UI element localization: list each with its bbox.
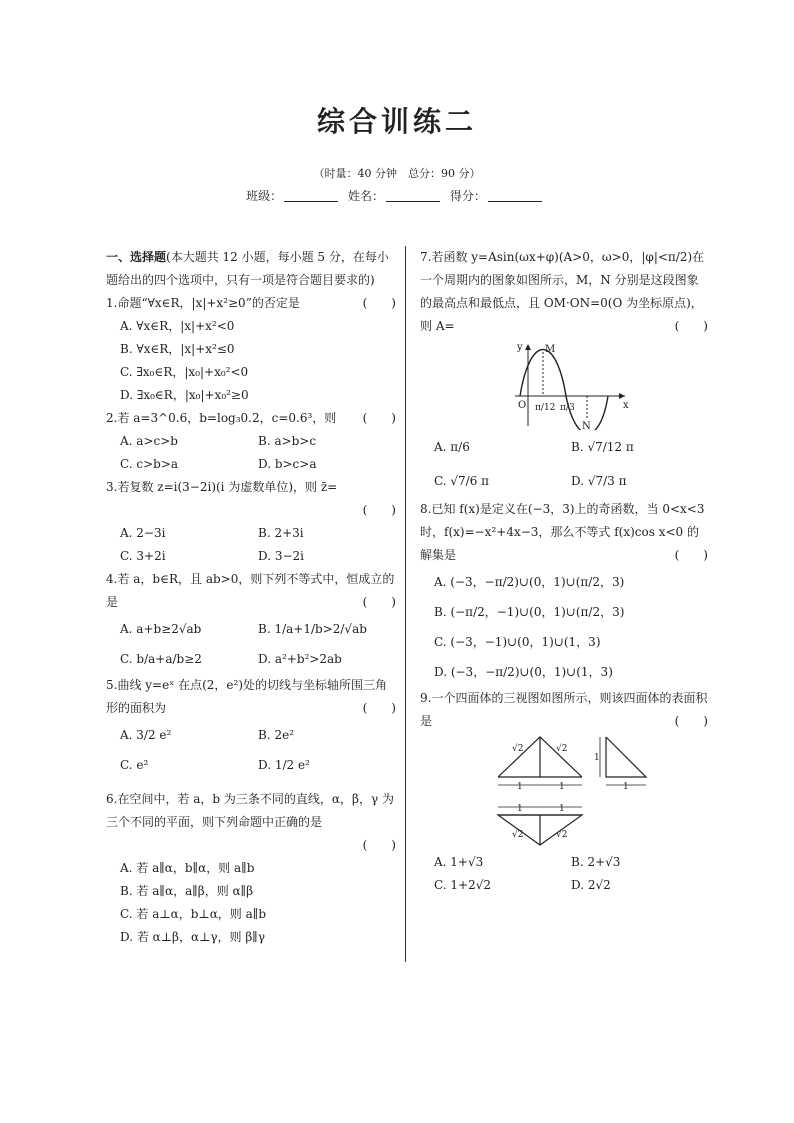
option[interactable]: C. √7/6 π xyxy=(434,474,490,488)
tick-pi-12: π/12 xyxy=(535,403,556,413)
dim-label: 1 xyxy=(594,753,600,763)
option[interactable]: B. √7/12 π xyxy=(571,440,634,454)
name-label: 姓名： xyxy=(347,189,384,203)
option[interactable]: C. 1+2√2 xyxy=(434,878,491,892)
point-n-label: N xyxy=(582,421,591,430)
question-3: 3.若复数 z=i(3−2i)(i 为虚数单位)，则 z̄= ( ) A. 2−3i B. 2+3i C. 3+2i D. 3−2i xyxy=(106,476,396,568)
right-column xyxy=(420,246,708,897)
score-label: 得分： xyxy=(449,189,486,203)
question-7: 7.若函数 y=Asin(ωx+φ)(A>0，ω>0，|φ|<π/2)在一个周期内的图象如图所示，M，N 分别是这段图象的最高点和最低点，且 OM·ON=0(O 为坐标原点)，则 A= ( ) y O x M N π/12 π/3 A. π/6 B. √7/12 π C. √7/6 π D. √7/3 π xyxy=(420,246,708,498)
option[interactable]: B. 若 a∥α，a∥β，则 α∥β xyxy=(120,884,254,898)
student-info xyxy=(0,187,794,204)
option[interactable]: D. 1/2 e² xyxy=(258,758,310,772)
question-2: 2.若 a=3^0.6，b=log₃0.2，c=0.6³，则 ( ) A. a>c>b B. a>b>c C. c>b>a D. b>c>a xyxy=(106,407,396,476)
column-divider xyxy=(405,246,406,962)
time-score-meta: （时量：40 分钟 总分：90 分） xyxy=(313,167,481,180)
axis-y-label: y xyxy=(517,342,523,353)
option[interactable]: C. 3+2i xyxy=(120,549,166,563)
tick-pi-3: π/3 xyxy=(560,403,575,413)
class-label: 班级： xyxy=(246,189,283,203)
option[interactable]: D. 2√2 xyxy=(571,878,611,892)
option[interactable]: D. 3−2i xyxy=(258,549,304,563)
option[interactable]: C. b/a+a/b≥2 xyxy=(120,652,202,666)
class-blank[interactable] xyxy=(284,189,338,202)
dim-label: √2 xyxy=(556,830,568,840)
question-5: 5.曲线 y=eˣ 在点(2，e²)处的切线与坐标轴所围三角形的面积为 ( ) A. 3/2 e² B. 2e² C. e² D. 1/2 e² xyxy=(106,674,396,780)
page-title: 综合训练二 xyxy=(316,105,477,138)
dim-label: 1 xyxy=(517,782,523,792)
option[interactable]: A. a>c>b xyxy=(120,434,178,448)
option[interactable]: D. a²+b²>2ab xyxy=(258,652,342,666)
question-6: 6.在空间中，若 a，b 为三条不同的直线，α，β，γ 为三个不同的平面，则下列命题中正确的是 ( ) A. 若 a∥α，b∥α，则 a∥b B. 若 a∥α，a∥β，则 α∥β C. 若 a⊥α，b⊥α，则 a∥b D. 若 α⊥β，α⊥γ，则 β∥γ xyxy=(106,788,396,949)
option[interactable]: B. 2e² xyxy=(258,728,294,742)
option[interactable]: A. π/6 xyxy=(434,440,470,454)
option[interactable]: A. 1+√3 xyxy=(434,855,484,869)
question-9: 9.一个四面体的三视图如图所示，则该四面体的表面积是 ( ) 1 1 1 1 1 1 √2 √2 √2 √2 A. 1+√3 B. 2+√3 C. 1+2√2 D. 2√2 xyxy=(420,687,708,897)
option[interactable]: D. b>c>a xyxy=(258,457,317,471)
question-4: 4.若 a，b∈R，且 ab>0，则下列不等式中，恒成立的是 ( ) A. a+b≥2√ab B. 1/a+1/b>2/√ab C. b/a+a/b≥2 D. a²+b²>2ab xyxy=(106,568,396,674)
option[interactable]: A. a+b≥2√ab xyxy=(120,622,202,636)
option[interactable]: B. ∀x∈R，|x|+x²≤0 xyxy=(120,342,235,356)
option[interactable]: A. 2−3i xyxy=(120,526,166,540)
dim-label: 1 xyxy=(559,782,565,792)
sine-graph-figure xyxy=(420,338,708,430)
option[interactable]: A. 3/2 e² xyxy=(120,728,172,742)
option[interactable]: C. (−3，−1)∪(0，1)∪(1，3) xyxy=(434,635,601,649)
option[interactable]: B. 2+3i xyxy=(258,526,304,540)
score-blank[interactable] xyxy=(488,189,542,202)
option[interactable]: B. a>b>c xyxy=(258,434,317,448)
left-column xyxy=(106,246,396,949)
name-blank[interactable] xyxy=(386,189,440,202)
question-1: 1.命题“∀x∈R，|x|+x²≥0”的否定是 ( ) A. ∀x∈R，|x|+x²<0 B. ∀x∈R，|x|+x²≤0 C. ∃x₀∈R，|x₀|+x₀²<0 D. ∃x₀∈R，|x₀|+x₀²≥0 xyxy=(106,292,396,407)
option[interactable]: C. ∃x₀∈R，|x₀|+x₀²<0 xyxy=(120,365,249,379)
section-heading: 一、选择题(本大题共 12 小题，每小题 5 分，在每小题给出的四个选项中，只有一项是符合题目要求的) xyxy=(106,250,389,287)
option[interactable]: D. √7/3 π xyxy=(571,474,627,488)
origin-label: O xyxy=(518,400,527,411)
dim-label: √2 xyxy=(556,744,568,754)
option[interactable]: C. 若 a⊥α，b⊥α，则 a∥b xyxy=(120,907,267,921)
option[interactable]: B. 1/a+1/b>2/√ab xyxy=(258,622,367,636)
option[interactable]: B. 2+√3 xyxy=(571,855,621,869)
dim-label: 1 xyxy=(623,782,629,792)
axis-x-label: x xyxy=(623,400,629,411)
option[interactable]: A. ∀x∈R，|x|+x²<0 xyxy=(120,319,235,333)
option[interactable]: D. ∃x₀∈R，|x₀|+x₀²≥0 xyxy=(120,388,249,402)
option[interactable]: C. c>b>a xyxy=(120,457,179,471)
dim-label: √2 xyxy=(512,744,524,754)
dim-label: 1 xyxy=(517,804,523,814)
option[interactable]: D. 若 α⊥β，α⊥γ，则 β∥γ xyxy=(120,930,265,944)
option[interactable]: A. (−3，−π/2)∪(0，1)∪(π/2，3) xyxy=(434,575,625,589)
point-m-label: M xyxy=(545,344,556,355)
option[interactable]: C. e² xyxy=(120,758,149,772)
dim-label: √2 xyxy=(512,830,524,840)
three-view-figure xyxy=(420,733,708,851)
question-8: 8.已知 f(x)是定义在(−3，3)上的奇函数，当 0<x<3 时，f(x)=−x²+4x−3，那么不等式 f(x)cos x<0 的解集是 ( ) A. (−3，−π/2)∪(0，1)∪(π/2，3) B. (−π/2，−1)∪(0，1)∪(π/2，3) C. (−3，−1)∪(0，1)∪(1，3) D. (−3，−π/2)∪(0，1)∪(1，3) xyxy=(420,498,708,687)
option[interactable]: B. (−π/2，−1)∪(0，1)∪(π/2，3) xyxy=(434,605,625,619)
option[interactable]: A. 若 a∥α，b∥α，则 a∥b xyxy=(120,861,255,875)
dim-label: 1 xyxy=(559,804,565,814)
option[interactable]: D. (−3，−π/2)∪(0，1)∪(1，3) xyxy=(434,665,613,679)
